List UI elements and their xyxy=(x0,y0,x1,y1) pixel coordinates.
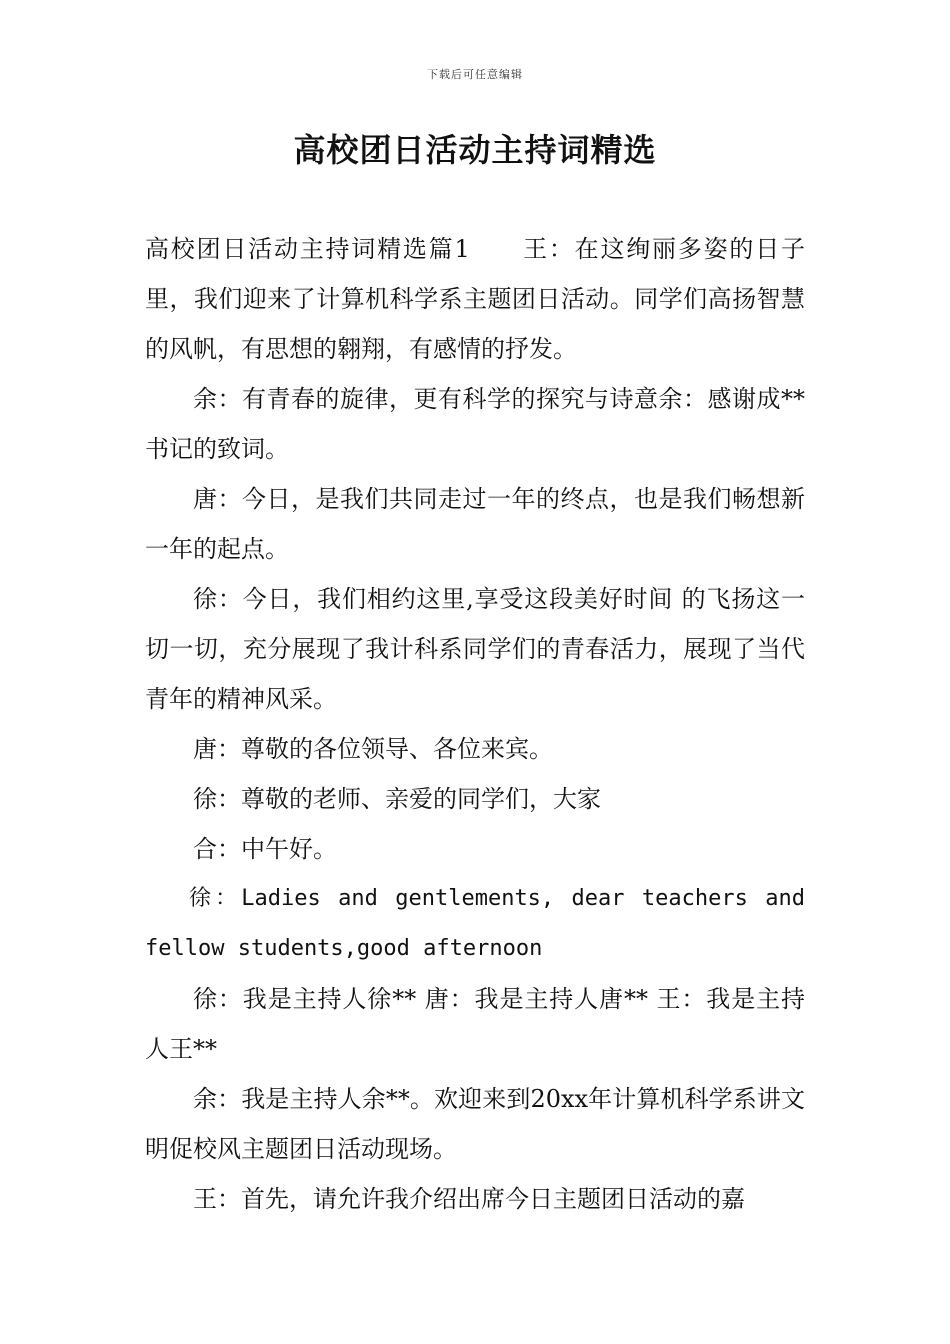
paragraph: 唐：尊敬的各位领导、各位来宾。 xyxy=(193,735,553,763)
paragraph: 徐：尊敬的老师、亲爱的同学们，大家 xyxy=(193,785,601,813)
paragraph: 徐：我是主持人徐** 唐：我是主持人唐** 王：我是主持人王** xyxy=(145,985,805,1063)
paragraph: 王：首先，请允许我介绍出席今日主题团日活动的嘉 xyxy=(193,1185,745,1213)
paragraph: 徐：今日，我们相约这里,享受这段美好时间 的飞扬这一切一切，充分展现了我计科系同学们的青春活力，展现了当代青年的精神风采。 xyxy=(145,585,805,713)
paragraph: 唐：今日，是我们共同走过一年的终点，也是我们畅想新一年的起点。 xyxy=(145,485,805,563)
header-note: 下载后可任意编辑 xyxy=(427,68,523,81)
document-body xyxy=(145,224,805,1224)
paragraph: 徐：Ladies and gentlements, dear teachers and fellow students,good afternoon xyxy=(145,886,805,961)
document-title: 高校团日活动主持词精选 xyxy=(293,131,657,169)
paragraph: 合：中午好。 xyxy=(193,835,337,863)
paragraph: 余：有青春的旋律，更有科学的探究与诗意余：感谢成**书记的致词。 xyxy=(145,385,805,463)
paragraph: 余：我是主持人余**。欢迎来到20xx年计算机科学系讲文明促校风主题团日活动现场。 xyxy=(145,1085,805,1163)
paragraph: 高校团日活动主持词精选篇1 王：在这绚丽多姿的日子里，我们迎来了计算机科学系主题团日活动。同学们高扬智慧的风帆，有思想的翱翔，有感情的抒发。 xyxy=(145,235,805,363)
